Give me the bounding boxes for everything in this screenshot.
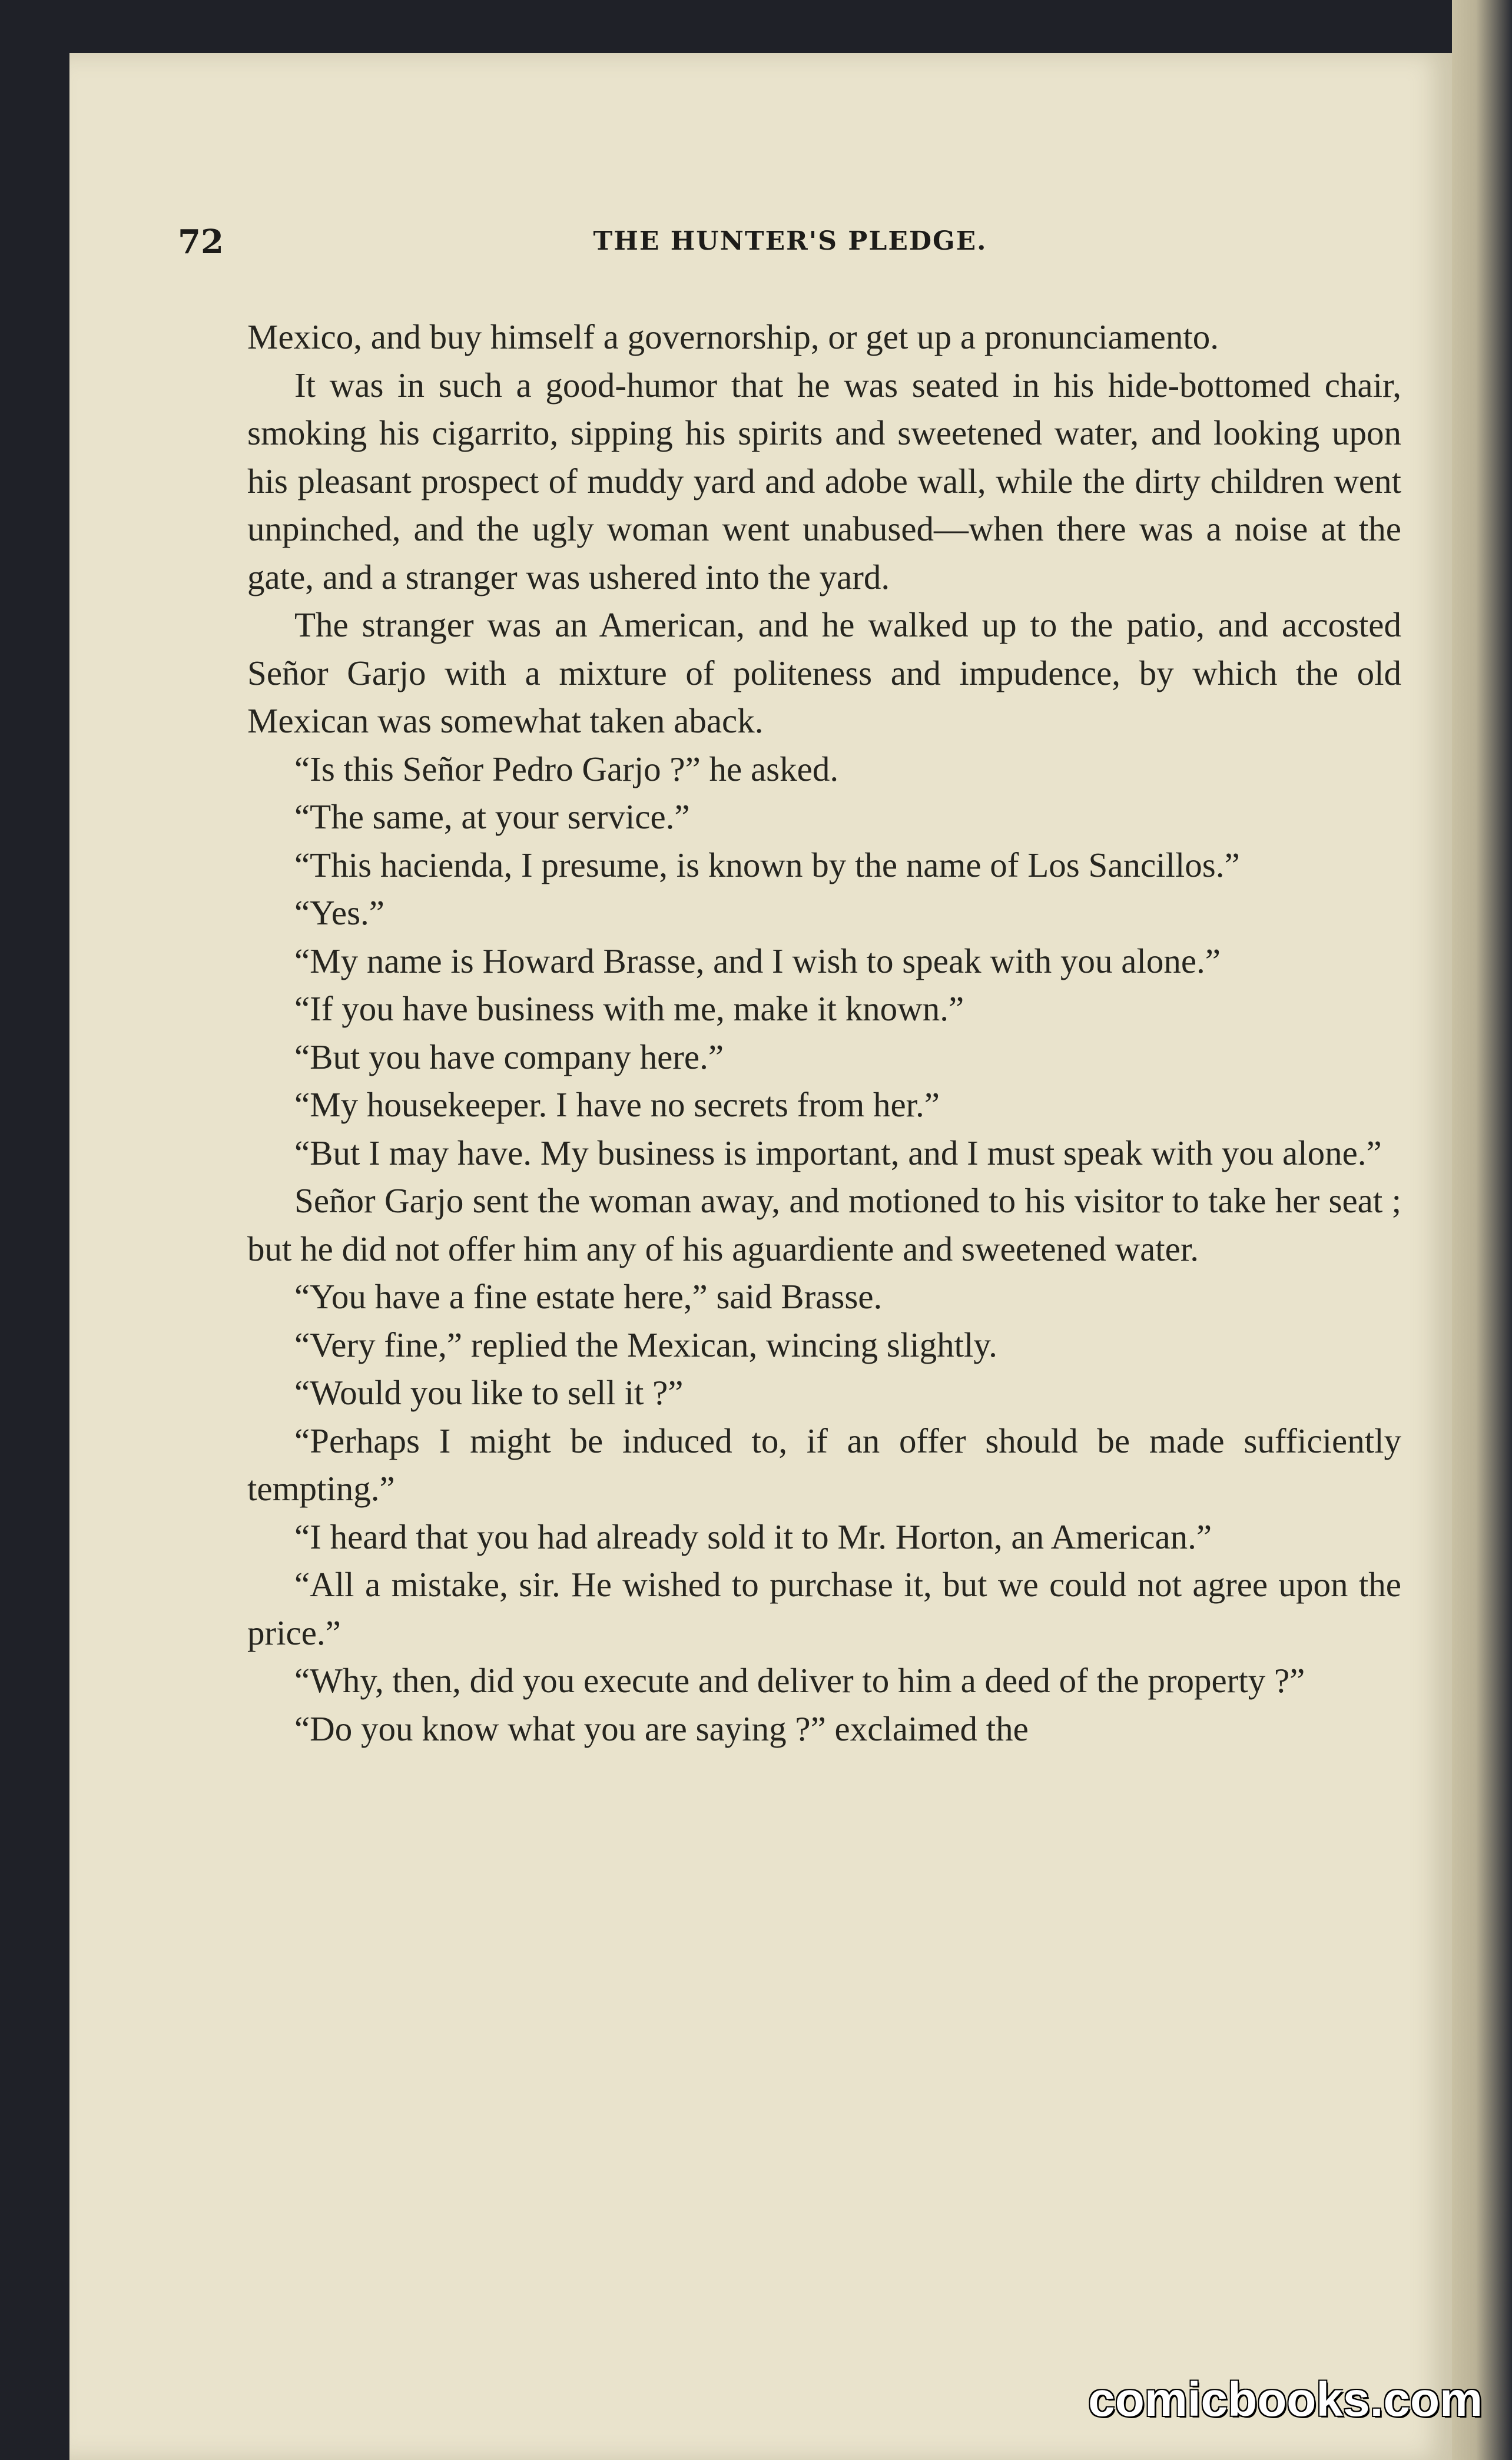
- page-number: 72: [178, 223, 224, 261]
- body-text: [247, 313, 1401, 1753]
- page-header: [178, 223, 1402, 261]
- paragraph: “All a mistake, sir. He wished to purchase it, but we could not agree upon the price.”: [247, 1565, 1401, 1652]
- paragraph: “But I may have. My business is important, and I must speak with you alone.”: [294, 1133, 1382, 1172]
- paragraph: “Why, then, did you execute and deliver to him a deed of the property ?”: [294, 1661, 1305, 1700]
- paragraph: “You have a fine estate here,” said Brasse.: [294, 1277, 883, 1316]
- paragraph: “I heard that you had already sold it to Mr. Horton, an American.”: [294, 1517, 1212, 1556]
- paragraph: “My name is Howard Brasse, and I wish to speak with you alone.”: [294, 941, 1221, 980]
- paragraph: “The same, at your service.”: [294, 797, 690, 836]
- paragraph: The stranger was an American, and he walked up to the patio, and accosted Señor Garjo with a mixture of politeness and impudence, by which the old Mexican was somewhat taken aback.: [247, 605, 1401, 740]
- paragraph: It was in such a good-humor that he was seated in his hide-bottomed chair, smoking his cigarrito, sipping his spirits and sweetened water, and looking upon his pleasant prospect of muddy yard and adobe wall, while the dirty children went unpinched, and the ugly woman went unabused—when there was a noise at the gate, and a stranger was ushered into the yard.: [247, 365, 1401, 596]
- paragraph: “If you have business with me, make it known.”: [294, 989, 964, 1028]
- paragraph: “Perhaps I might be induced to, if an offer should be made sufficiently tempting.”: [247, 1421, 1401, 1508]
- paragraph: “This hacienda, I presume, is known by the name of Los Sancillos.”: [294, 845, 1240, 884]
- paragraph: Mexico, and buy himself a governorship, or get up a pronunciamento.: [247, 317, 1219, 356]
- paragraph: “Is this Señor Pedro Garjo ?” he asked.: [294, 749, 839, 788]
- paragraph: “Would you like to sell it ?”: [294, 1373, 684, 1412]
- paragraph: “Yes.”: [294, 893, 384, 932]
- paragraph: “My housekeeper. I have no secrets from her.”: [294, 1085, 940, 1124]
- paragraph: “Do you know what you are saying ?” exclaimed the: [294, 1709, 1029, 1748]
- watermark: comicbooks.com: [1088, 2373, 1483, 2426]
- paragraph: “But you have company here.”: [294, 1037, 724, 1076]
- paragraph: “Very fine,” replied the Mexican, wincing slightly.: [294, 1325, 997, 1364]
- running-title: THE HUNTER'S PLEDGE.: [593, 226, 987, 256]
- paragraph: Señor Garjo sent the woman away, and motioned to his visitor to take her seat ; but he did not offer him any of his aguardiente and sweetened water.: [247, 1181, 1401, 1268]
- adjacent-page-edge: [1452, 0, 1512, 2460]
